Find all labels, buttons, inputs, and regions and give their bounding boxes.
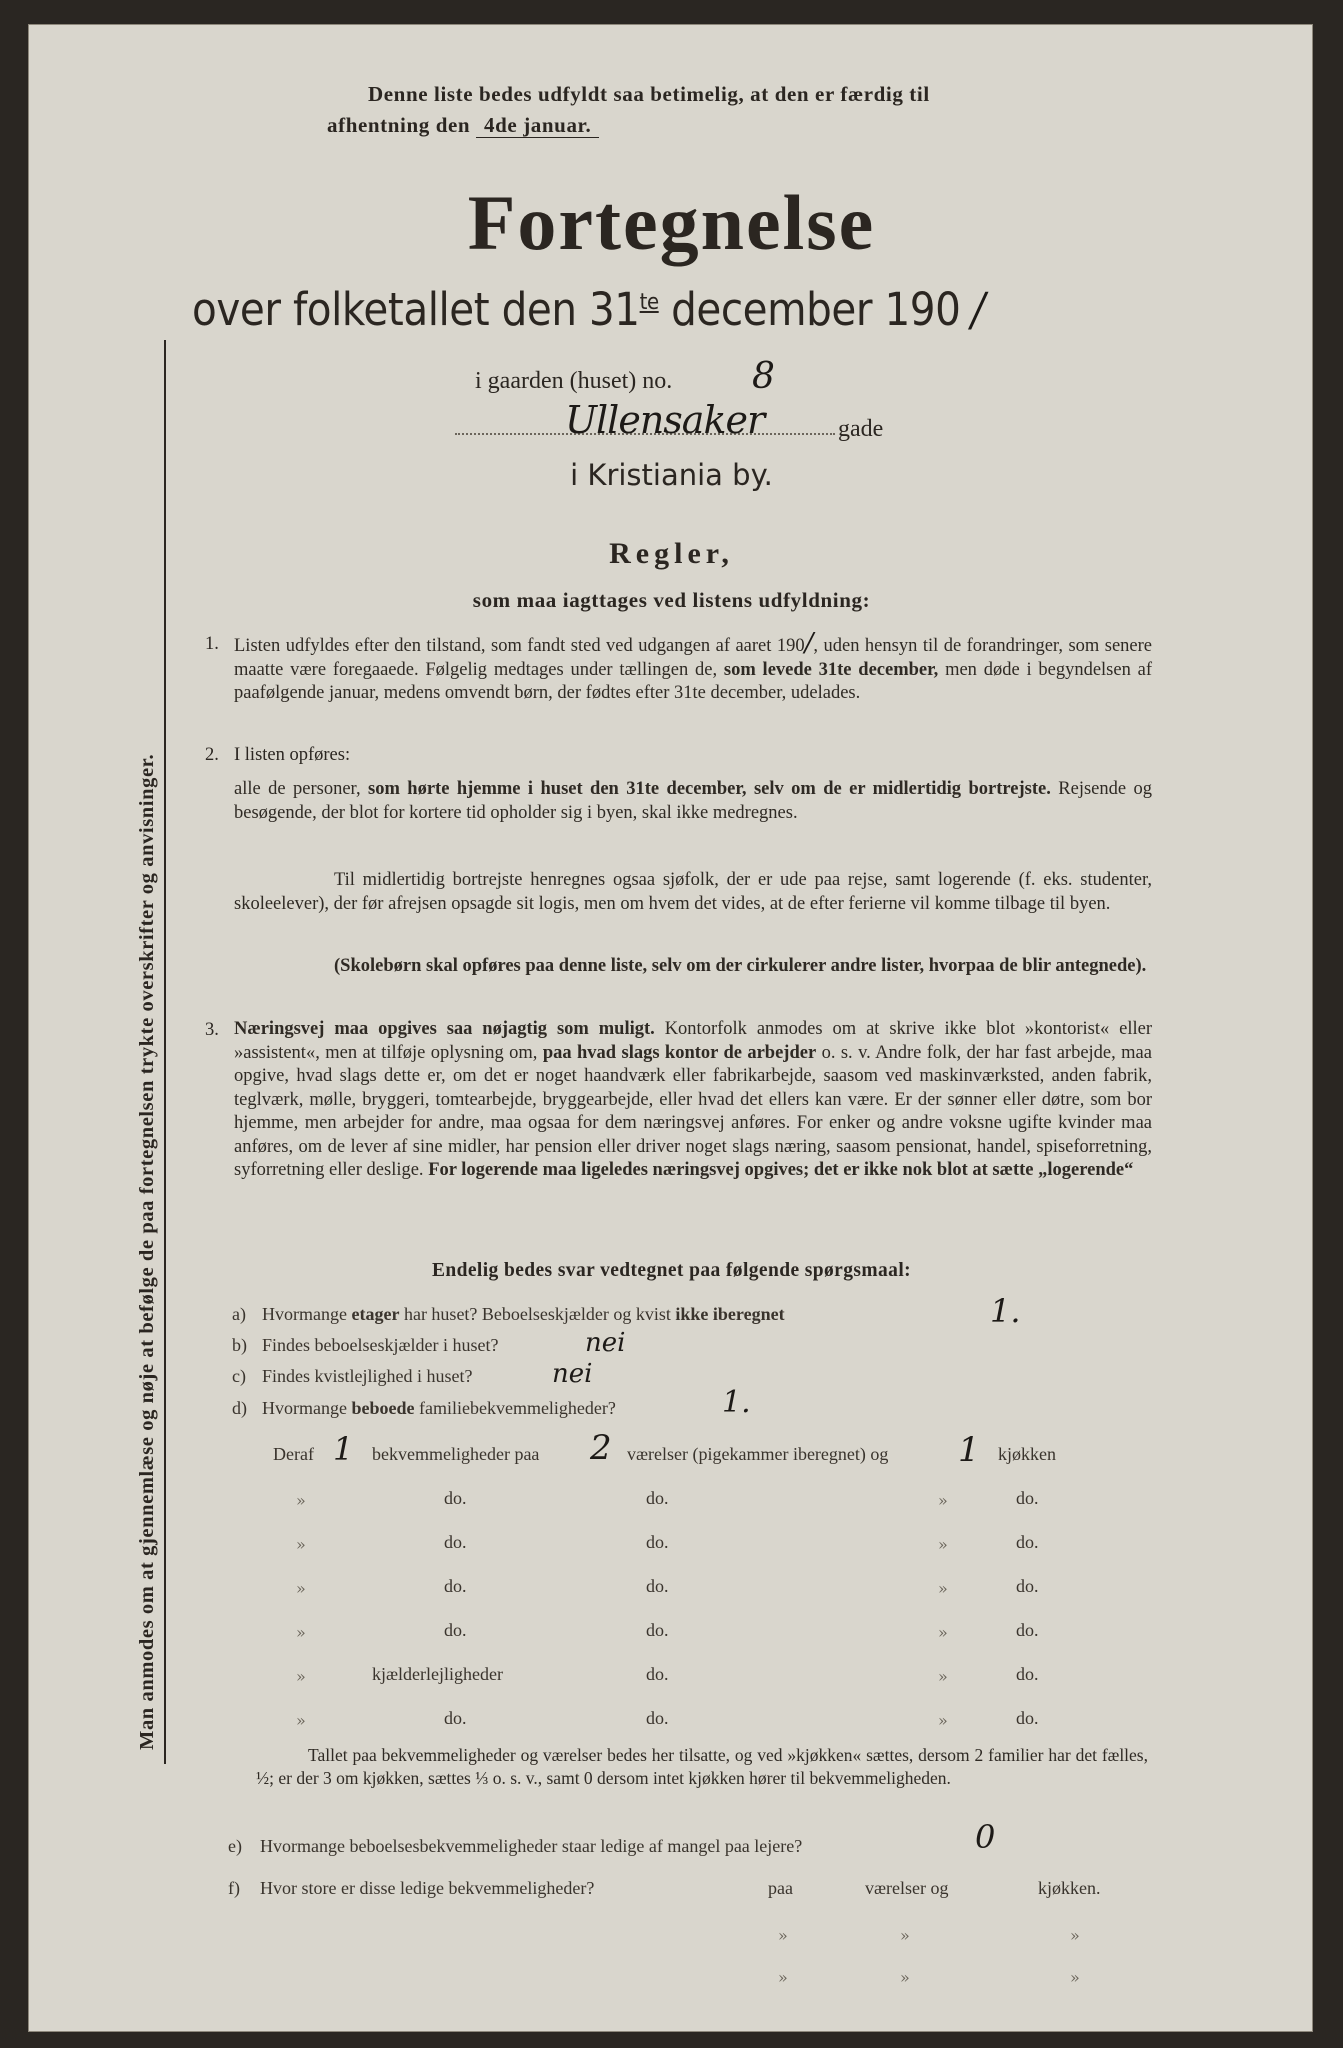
question-b-answer: nei <box>585 1328 626 1358</box>
ditto-kjokken-1: do. <box>1016 1488 1039 1508</box>
deraf-answer-2: 2 <box>590 1428 612 1468</box>
ditto-bekv-6: do. <box>444 1708 467 1728</box>
ditto-f-5: » <box>900 1968 910 1987</box>
notice-line-2 <box>327 113 599 138</box>
subtitle-suffix: december 190 <box>658 283 961 336</box>
question-f-text: Hvor store er disse ledige bekvemmeligheder? <box>260 1878 595 1898</box>
subtitle-prefix: over folketallet den 31 <box>192 283 640 336</box>
rule-1-number: 1. <box>205 634 219 654</box>
ditto-vaerelser-1: do. <box>646 1488 669 1508</box>
notice-line-2-prefix: afhentning den <box>327 113 477 137</box>
ditto-f-6: » <box>1070 1968 1080 1987</box>
rules-heading: Regler, <box>609 537 734 570</box>
question-c <box>232 1366 472 1387</box>
notice-date: 4de januar. <box>476 113 599 138</box>
question-f-kjokken: kjøkken. <box>1038 1878 1101 1898</box>
rule-2-paragraph-2: Til midlertidig bortrejste henregnes ogsaa sjøfolk, der er ude paa rejse, samt logerende (f. eks. studenter, skoleelever), der før afrejsen opsagde sit logis, men om hvem det vides, at de efter ferierne vil komme tilbage til byen. <box>234 870 1152 914</box>
questions-heading: Endelig bedes svar vedtegnet paa følgende spørgsmaal: <box>431 1260 912 1281</box>
question-c-answer: nei <box>552 1359 593 1389</box>
ditto-mark-left-1: » <box>296 1491 306 1510</box>
rules-subheading: som maa iagttages ved listens udfyldning: <box>472 588 871 612</box>
question-b-text: Findes beboelseskjælder i huset? <box>262 1335 499 1355</box>
ditto-mark-right-3: » <box>938 1579 948 1598</box>
rule-2-number: 2. <box>205 745 219 765</box>
question-d-pre: Hvormange <box>262 1398 352 1418</box>
question-e-label: e) <box>228 1836 242 1856</box>
ditto-vaerelser-4: do. <box>646 1620 669 1640</box>
question-a-pre: Hvormange <box>262 1304 352 1324</box>
house-label: i gaarden (huset) no. <box>475 368 673 394</box>
rule-3-a: Kontorfolk anmodes om at skrive ikke blot »kontorist« eller »assistent«, men at tilføje oplysning om, <box>234 1019 1152 1063</box>
rule-2-text <box>234 778 1152 825</box>
ditto-mark-left-5: » <box>296 1667 306 1686</box>
ditto-vaerelser-2: do. <box>646 1532 669 1552</box>
question-e-text: Hvormange beboelsesbekvemmeligheder staar ledige af mangel paa lejere? <box>260 1836 803 1856</box>
rule-1-text <box>234 628 1153 706</box>
question-c-text: Findes kvistlejlighed i huset? <box>262 1366 473 1386</box>
deraf-answer-1: 1 <box>333 1430 354 1468</box>
street-suffix: gade <box>838 416 884 442</box>
ditto-kjokken-5: do. <box>1016 1664 1039 1684</box>
rule-3-bold-2: paa hvad slags kontor de arbejder <box>542 1042 817 1063</box>
year-handwritten: / <box>971 282 985 336</box>
sidebar-instruction: Man anmodes om at gjennemlæse og nøje at befølge de paa fortegnelsen trykte overskrifter og anvisninger. <box>136 753 158 1750</box>
question-a-mid: har huset? Beboelseskjælder og kvist <box>399 1304 676 1324</box>
deraf-mid-2: værelser (pigekammer iberegnet) og <box>627 1444 889 1464</box>
ditto-kjaelder-5: kjælderlejligheder <box>372 1664 503 1684</box>
ditto-bekv-3: do. <box>444 1576 467 1596</box>
house-number: 8 <box>752 356 775 397</box>
ditto-kjokken-2: do. <box>1016 1532 1039 1552</box>
ditto-mark-left-4: » <box>296 1623 306 1642</box>
ditto-bekv-2: do. <box>444 1532 467 1552</box>
ditto-f-3: » <box>1070 1926 1080 1945</box>
ditto-mark-right-2: » <box>938 1535 948 1554</box>
notice-line-1: Denne liste bedes udfyldt saa betimelig, at den er færdig til <box>368 82 930 106</box>
rule-3-bold-1: Næringsvej maa opgives saa nøjagtig som muligt. <box>234 1019 655 1039</box>
ditto-f-2: » <box>900 1926 910 1945</box>
question-d-bold: beboede <box>351 1398 415 1418</box>
question-a-bold-2: ikke iberegnet <box>675 1304 785 1324</box>
question-f <box>228 1878 594 1899</box>
kitchen-note: Tallet paa bekvemmeligheder og værelser bedes her tilsatte, og ved »kjøkken« sættes, dersom 2 familier har det fælles, ½; er der 3 om kjøkken, sættes ⅓ o. s. v., samt 0 dersom intet kjøkken hører til bekvemmeligheden. <box>256 1745 1148 1788</box>
ditto-bekv-1: do. <box>444 1488 467 1508</box>
ditto-bekv-4: do. <box>444 1620 467 1640</box>
deraf-mid-1: bekvemmeligheder paa <box>372 1444 540 1464</box>
question-a-answer: 1. <box>990 1292 1021 1330</box>
rule-1-a: Listen udfyldes efter den tilstand, som fandt sted ved udgangen af aaret 190 <box>234 636 805 656</box>
rule-1-year: / <box>804 628 814 658</box>
ditto-kjokken-3: do. <box>1016 1576 1039 1596</box>
question-d-answer: 1. <box>722 1385 751 1420</box>
question-e <box>228 1836 802 1857</box>
ditto-f-1: » <box>778 1926 788 1945</box>
form-subtitle <box>192 282 985 336</box>
question-a-bold-1: etager <box>351 1304 400 1324</box>
city-label: i Kristiania by. <box>570 458 773 492</box>
question-a <box>232 1304 785 1325</box>
question-d-post: familiebekvemmeligheder? <box>414 1398 616 1418</box>
ditto-mark-left-6: » <box>296 1711 306 1730</box>
rule-1-b: , uden hensyn til de forandringer, som senere maatte være foregaaede. Følgelig medtages under tællingen de, <box>234 636 1152 680</box>
ditto-mark-right-6: » <box>938 1711 948 1730</box>
ditto-kjokken-6: do. <box>1016 1708 1039 1728</box>
rule-3-b: o. s. v. Andre folk, der har fast arbejde, maa opgive, hvad slags dette er, om det er noget haandværk eller fabrikarbejde, saasom ved maskinværksted, anden fabrik, teglværk, mølle, bryggeri, tomtearbejde, bryggearbejde, eller hvad det ellers kan være. Er der sønner eller døtre, som bor hjemme, men arbejder for andre, maa ogsaa for dem næringsvej anføres. For enker og andre voksne ugifte kvinder maa anføres, om de lever af sine midler, har pension eller driver noget slags næring, saasom pensionat, handel, spiseforretning, syforretning eller deslige. <box>234 1042 1152 1180</box>
rule-2-paragraph-3: (Skolebørn skal opføres paa denne liste, selv om der cirkulerer andre lister, hvorpaa de blir antegnede). <box>334 956 1147 976</box>
street-handwritten: Ullensaker <box>565 398 765 442</box>
ditto-kjokken-4: do. <box>1016 1620 1039 1640</box>
deraf-label: Deraf <box>273 1444 314 1464</box>
question-a-label: a) <box>232 1304 246 1324</box>
ditto-vaerelser-3: do. <box>646 1576 669 1596</box>
rule-3-number: 3. <box>205 1020 219 1040</box>
rule-1-bold: som levede 31te december, <box>723 659 939 680</box>
question-d-label: d) <box>232 1398 247 1418</box>
ditto-vaerelser-6: do. <box>646 1708 669 1728</box>
question-f-paa: paa <box>768 1878 793 1898</box>
question-c-label: c) <box>232 1366 246 1386</box>
rule-2-a: alle de personer, <box>234 779 368 799</box>
question-f-label: f) <box>228 1878 240 1898</box>
rule-3-text <box>234 1018 1152 1183</box>
rule-1-c: men døde i begyndelsen af paafølgende januar, medens omvendt børn, der fødtes efter 31te december, udelades. <box>234 659 1153 703</box>
question-b <box>232 1335 498 1356</box>
ditto-mark-left-3: » <box>296 1579 306 1598</box>
deraf-end: kjøkken <box>998 1444 1056 1464</box>
question-f-vaerelser: værelser og <box>865 1878 949 1898</box>
rule-2-b: Rejsende og besøgende, der blot for kortere tid opholder sig i byen, skal ikke medregnes. <box>234 779 1152 823</box>
ditto-mark-right-5: » <box>938 1667 948 1686</box>
rule-3-bold-3: For logerende maa ligeledes næringsvej opgives; det er ikke nok blot at sætte „logerende“ <box>428 1160 1134 1180</box>
form-title: Fortegnelse <box>467 179 876 266</box>
ditto-mark-right-4: » <box>938 1623 948 1642</box>
sidebar-rule <box>164 340 166 1764</box>
deraf-answer-3: 1 <box>958 1430 980 1470</box>
rule-2-bold: som hørte hjemme i huset den 31te december, selv om de er midlertidig bortrejste. <box>368 779 1051 799</box>
rule-2-intro: I listen opføres: <box>234 745 351 765</box>
question-b-label: b) <box>232 1335 247 1355</box>
question-d <box>232 1398 616 1419</box>
subtitle-sup: te <box>639 290 659 315</box>
ditto-mark-left-2: » <box>296 1535 306 1554</box>
ditto-f-4: » <box>778 1968 788 1987</box>
question-e-answer: 0 <box>975 1818 996 1856</box>
ditto-mark-right-1: » <box>938 1491 948 1510</box>
ditto-vaerelser-5: do. <box>646 1664 669 1684</box>
